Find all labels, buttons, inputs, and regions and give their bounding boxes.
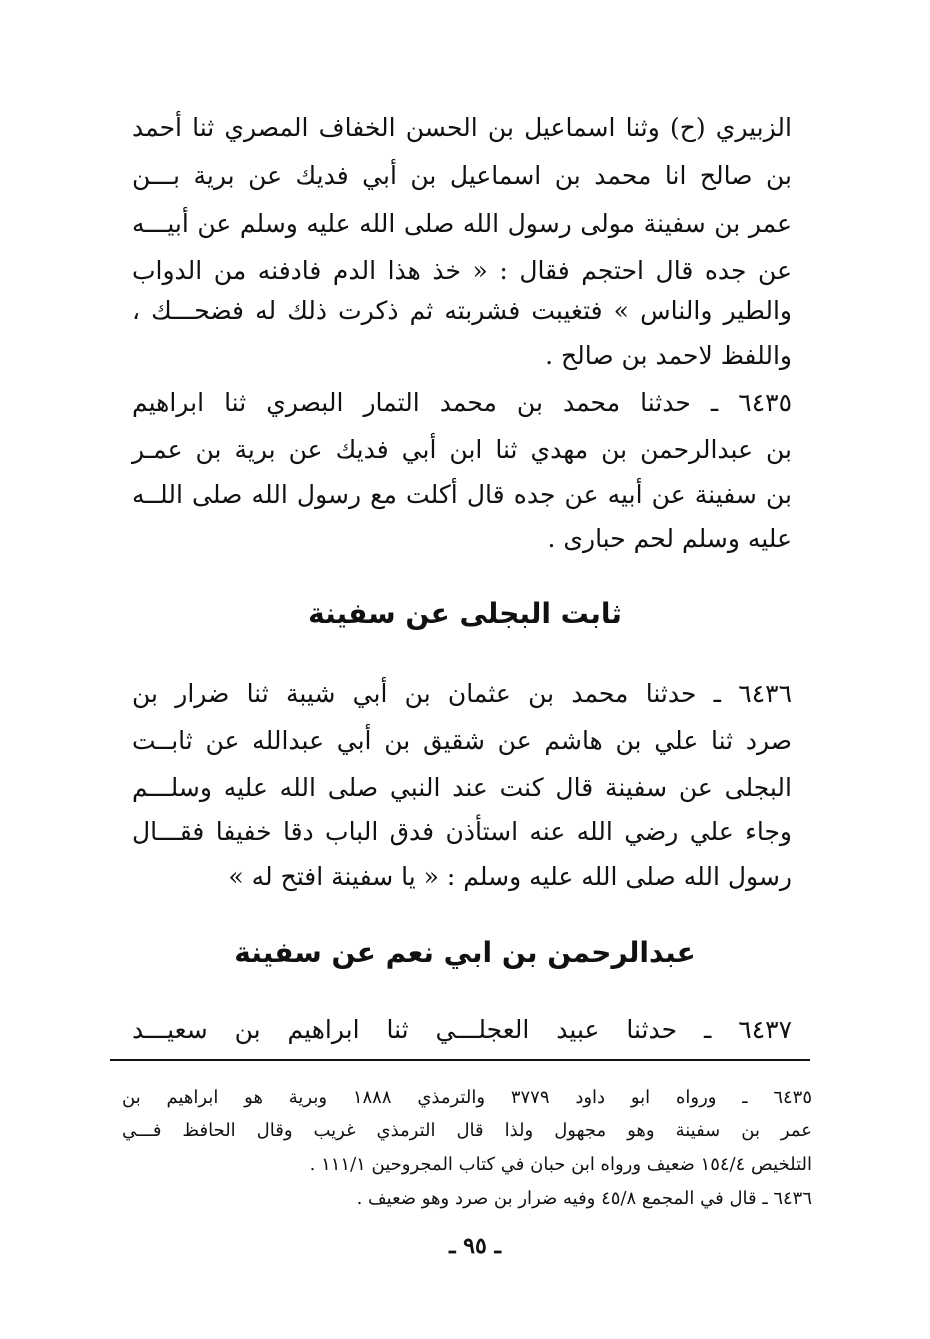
text-line: واللفظ لاحمد بن صالح .	[545, 341, 792, 370]
text-line: بن سفينة عن أبيه عن جده قال أكلت مع رسول الله صلى اللــه	[132, 480, 792, 509]
footnote-line: ٦٤٣٥ ـ ورواه ابو داود ٣٧٧٩ والترمذي ١٨٨٨ وبرية هو ابراهيم بن	[122, 1087, 812, 1108]
text-line: وجاء علي رضي الله عنه استأذن فدق الباب دقا خفيفا فقـــال	[132, 817, 792, 846]
footnote-line: ٦٤٣٦ ـ قال في المجمع ٤٥/٨ وفيه ضرار بن صرد وهو ضعيف .	[356, 1188, 812, 1209]
footnote-line: عمر بن سفينة وهو مجهول ولذا قال الترمذي غريب وقال الحافظ فـــي	[122, 1120, 812, 1141]
page-number: ـ ٩٥ ـ	[449, 1233, 501, 1259]
text-line: البجلى عن سفينة قال كنت عند النبي صلى الله عليه وسلـــم	[132, 773, 792, 802]
text-line: ٦٤٣٦ ـ حدثنا محمد بن عثمان بن أبي شيبة ثنا ضرار بن	[132, 679, 792, 708]
footnote-line: التلخيص ١٥٤/٤ ضعيف ورواه ابن حبان في كتاب المجروحين ١١١/١ .	[309, 1154, 812, 1175]
text-line: عمر بن سفينة مولى رسول الله صلى الله عليه وسلم عن أبيـــه	[132, 209, 792, 238]
text-line: ٦٤٣٥ ـ حدثنا محمد بن محمد التمار البصري ثنا ابراهيم	[132, 388, 793, 417]
text-line: والطير والناس » فتغيبت فشربته ثم ذكرت ذلك له فضحـــك ،	[132, 296, 792, 325]
section-heading: ثابت البجلى عن سفينة	[308, 597, 622, 630]
text-line: عليه وسلم لحم حبارى .	[547, 524, 792, 553]
section-heading: عبدالرحمن بن ابي نعم عن سفينة	[234, 936, 696, 969]
footnote-divider	[110, 1059, 810, 1061]
text-line: ٦٤٣٧ ـ حدثنا عبيد العجلـــي ثنا ابراهيم بن سعيـــد	[132, 1015, 792, 1044]
text-line: صرد ثنا علي بن هاشم عن شقيق بن أبي عبدالله عن ثابــت	[132, 726, 792, 755]
text-line: بن عبدالرحمن بن مهدي ثنا ابن أبي فديك عن برية بن عمـر	[132, 435, 792, 464]
text-line: بن صالح انا محمد بن اسماعيل بن أبي فديك عن برية بـــن	[132, 161, 792, 190]
text-line: عن جده قال احتجم فقال : « خذ هذا الدم فادفنه من الدواب	[132, 256, 792, 285]
text-line: رسول الله صلى الله عليه وسلم : « يا سفينة افتح له »	[228, 862, 792, 891]
text-line: الزبيري (ح) وثنا اسماعيل بن الحسن الخفاف المصري ثنا أحمد	[132, 113, 792, 142]
